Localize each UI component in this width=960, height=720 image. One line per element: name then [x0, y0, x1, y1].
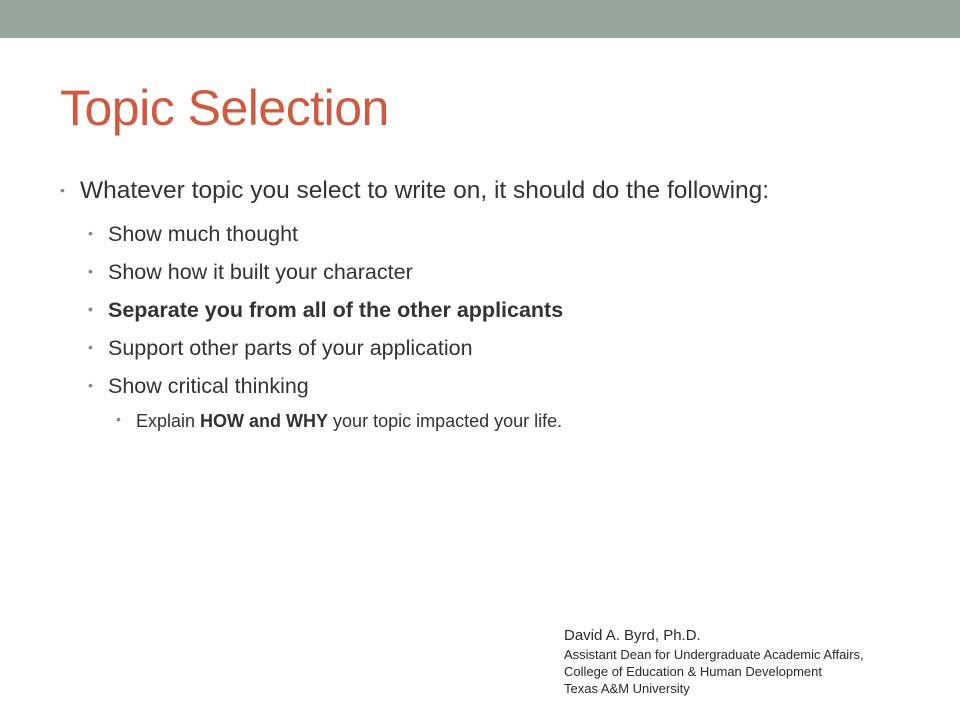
- sub-sub-bullet: [60, 409, 900, 433]
- bullet-icon: •: [116, 411, 121, 427]
- bullet-icon: •: [88, 225, 93, 241]
- sub-sub-bullet-suffix: your topic impacted your life.: [328, 411, 563, 431]
- bullet-icon: •: [88, 339, 93, 355]
- sub-bullet-text: Show critical thinking: [108, 374, 309, 398]
- sub-bullet-text: Support other parts of your application: [108, 336, 473, 360]
- bullet-list: [60, 174, 900, 433]
- bullet-icon: •: [60, 182, 65, 198]
- main-bullet-text: Whatever topic you select to write on, it should do the following:: [80, 177, 770, 204]
- bullet-icon: •: [88, 301, 93, 317]
- sub-bullet-emphasized: [60, 297, 900, 323]
- slide-title: Topic Selection: [60, 80, 389, 136]
- bullet-icon: •: [88, 377, 93, 393]
- sub-bullet-text: Show much thought: [108, 222, 299, 246]
- sub-sub-bullet-prefix: Explain: [136, 411, 201, 431]
- author-role: Assistant Dean for Undergraduate Academic Affairs,: [564, 647, 864, 662]
- sub-sub-bullet-emphasis: HOW and WHY: [200, 411, 329, 431]
- sub-bullet-text: Separate you from all of the other applicants: [108, 298, 564, 322]
- sub-bullet: [60, 259, 900, 285]
- sub-bullet-text: Show how it built your character: [108, 260, 413, 284]
- author-credit: [564, 626, 864, 697]
- top-accent-bar: [0, 0, 960, 38]
- author-college: College of Education & Human Development: [564, 664, 822, 679]
- main-bullet: [60, 174, 900, 207]
- bullet-icon: •: [88, 263, 93, 279]
- sub-bullet: [60, 221, 900, 247]
- sub-bullet: [60, 373, 900, 399]
- sub-bullet: [60, 335, 900, 361]
- author-name: David A. Byrd, Ph.D.: [564, 627, 701, 644]
- author-university: Texas A&M University: [564, 681, 690, 696]
